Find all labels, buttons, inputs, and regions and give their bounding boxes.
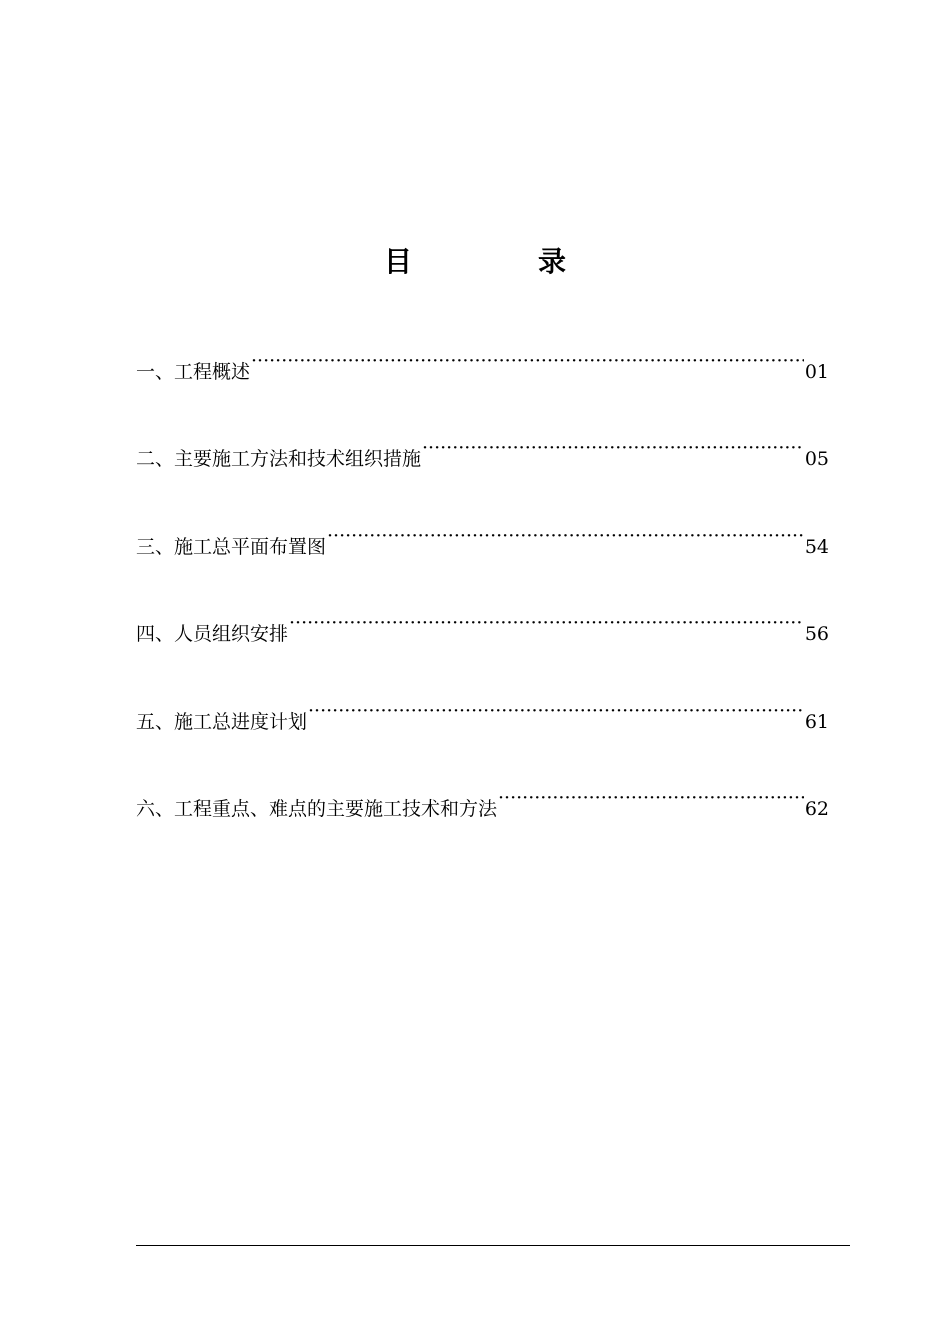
- page-title: [0, 242, 950, 282]
- toc-entry[interactable]: [136, 519, 829, 606]
- toc-entry-label: 六、工程重点、难点的主要施工技术和方法: [136, 797, 498, 820]
- toc-entry[interactable]: [136, 781, 829, 868]
- title-char-left: 目: [383, 245, 412, 278]
- toc-dot-leader: [422, 431, 804, 465]
- toc-dot-leader: [251, 344, 804, 378]
- footer-divider: [136, 1245, 850, 1246]
- title-char-right: 录: [538, 245, 567, 278]
- toc-dot-leader: [308, 694, 804, 728]
- toc-entry-label: 一、工程概述: [136, 361, 251, 383]
- toc-entry-label: 三、施工总平面布置图: [136, 535, 327, 558]
- toc-dot-leader: [498, 781, 804, 815]
- table-of-contents: [136, 344, 829, 868]
- toc-entry[interactable]: [136, 694, 829, 781]
- toc-entry[interactable]: [136, 606, 829, 693]
- toc-entry-page: 05: [804, 448, 829, 471]
- toc-dot-leader: [327, 519, 804, 553]
- toc-entry-label: 四、人员组织安排: [136, 623, 289, 646]
- toc-entry-page: 61: [804, 710, 829, 733]
- toc-entry-label: 二、主要施工方法和技术组织措施: [136, 448, 422, 471]
- toc-entry[interactable]: [136, 431, 829, 518]
- toc-entry-page: 62: [804, 797, 829, 820]
- toc-entry[interactable]: [136, 344, 829, 431]
- toc-entry-page: 56: [804, 623, 829, 646]
- toc-entry-page: 01: [804, 361, 829, 383]
- toc-entry-page: 54: [804, 535, 829, 558]
- toc-entry-label: 五、施工总进度计划: [136, 710, 308, 733]
- toc-dot-leader: [289, 606, 804, 640]
